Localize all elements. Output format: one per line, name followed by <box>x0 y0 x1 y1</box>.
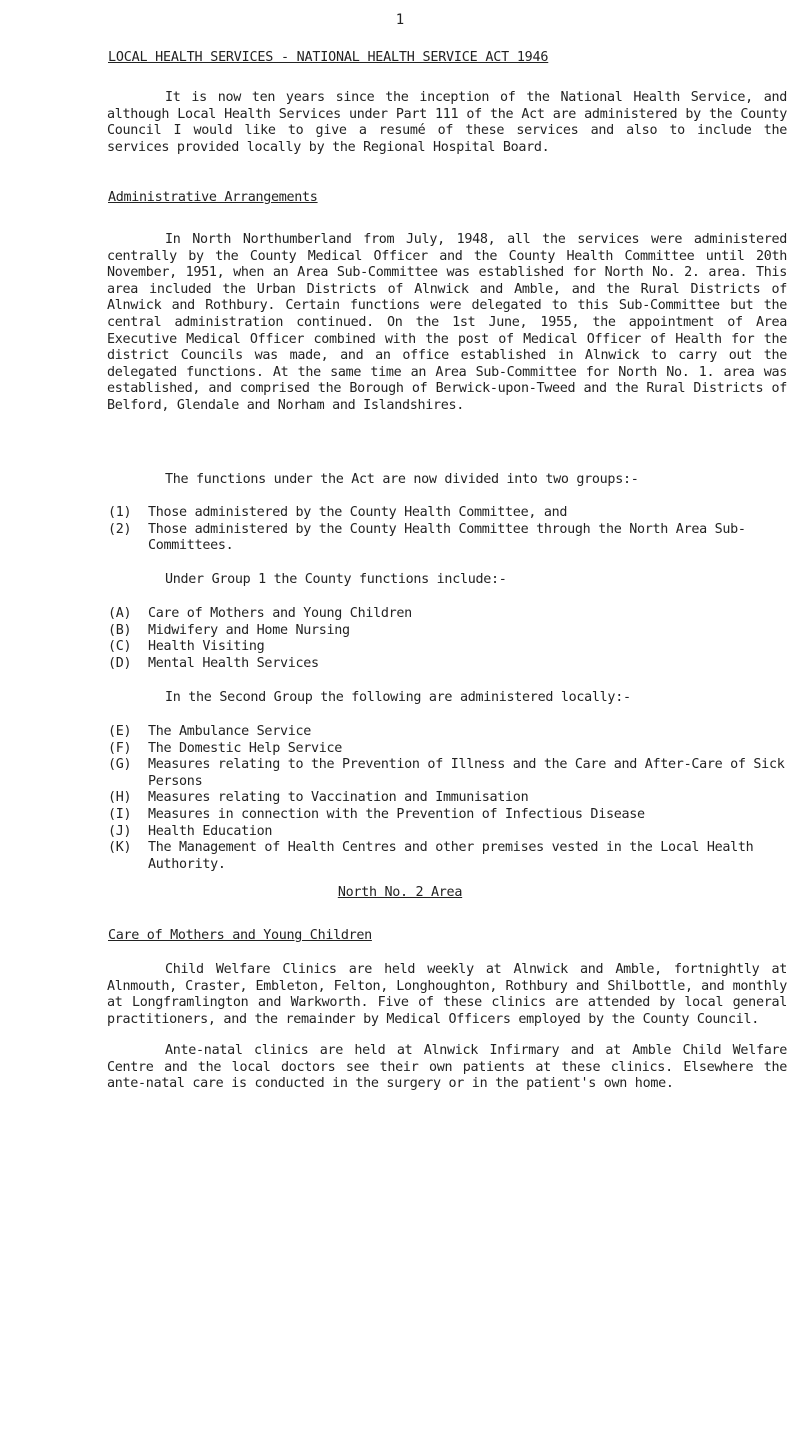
list-marker: (A) <box>108 606 132 621</box>
list-item-text: Measures in connection with the Prevention of Infectious Disease <box>148 806 645 822</box>
list-marker: (2) <box>108 521 132 537</box>
group1-list <box>108 606 788 672</box>
group2-intro-text: In the Second Group the following are administered locally:- <box>165 690 631 705</box>
list-marker: (E) <box>108 724 132 739</box>
antenatal-text: Ante-natal clinics are held at Alnwick Infirmary and at Amble Child Welfare Centre and the local doctors see their own patients at these clinics. Elsewhere the ante-natal care is conducted in the surgery or in the patient's own home. <box>107 1043 787 1092</box>
groups-intro <box>107 472 787 489</box>
list-item <box>108 840 788 873</box>
list-item-text: Measures relating to the Prevention of Illness and the Care and After-Care of Sick Persons <box>148 757 785 789</box>
list-item-text: The Ambulance Service <box>148 724 311 739</box>
group1-intro <box>107 572 787 589</box>
child-welfare-paragraph <box>107 962 787 1028</box>
admin-paragraph <box>107 232 787 415</box>
list-marker: (I) <box>108 806 132 822</box>
intro-paragraph <box>107 90 787 156</box>
group2-list <box>108 724 788 873</box>
child-welfare-text: Child Welfare Clinics are held weekly at Alnwick and Amble, fortnightly at Alnmouth, Craster, Embleton, Felton, Longhoughton, Rothbury and Shilbottle, and monthly at Longframlington and Warkworth. Five of these clinics are attended by local general practitioners, and the remainder by Medical Officers employed by the County Council. <box>107 962 787 1027</box>
group2-intro <box>107 690 787 707</box>
list-marker: (1) <box>108 505 132 520</box>
list-item-text: Midwifery and Home Nursing <box>148 622 350 638</box>
list-item <box>108 623 788 640</box>
list-item <box>108 741 788 758</box>
list-marker: (H) <box>108 790 132 806</box>
group1-intro-text: Under Group 1 the County functions include:- <box>165 572 507 587</box>
area-heading <box>0 885 800 902</box>
mothers-heading: Care of Mothers and Young Children <box>108 928 372 943</box>
list-item <box>108 639 788 656</box>
groups-intro-text: The functions under the Act are now divided into two groups:- <box>165 472 639 487</box>
list-marker: (K) <box>108 840 132 856</box>
list-item <box>108 807 788 824</box>
list-item <box>108 790 788 807</box>
list-item <box>108 656 788 673</box>
list-item-text: Mental Health Services <box>148 655 319 671</box>
intro-text: It is now ten years since the inception of the National Health Service, and although Local Health Services under Part 111 of the Act are administered by the County Council I would like to give a resumé of these services and also to include the services provided locally by the Regional Hospital Board. <box>107 90 787 155</box>
list-item-text: Those administered by the County Health Committee through the North Area Sub-Committees. <box>148 521 746 554</box>
list-marker: (D) <box>108 655 132 671</box>
page-number: 1 <box>395 12 405 28</box>
list-item <box>108 505 788 522</box>
list-item <box>108 757 788 790</box>
list-marker: (G) <box>108 757 132 773</box>
list-item <box>108 824 788 841</box>
groups-list <box>108 505 788 555</box>
admin-heading: Administrative Arrangements <box>108 190 318 205</box>
list-item-text: Health Visiting <box>148 639 265 655</box>
list-item-text: Care of Mothers and Young Children <box>148 606 412 621</box>
list-marker: (F) <box>108 740 132 756</box>
document-title: LOCAL HEALTH SERVICES - NATIONAL HEALTH SERVICE ACT 1946 <box>108 50 549 65</box>
list-marker: (C) <box>108 639 132 655</box>
list-item-text: The Domestic Help Service <box>148 740 343 756</box>
list-item-text: The Management of Health Centres and other premises vested in the Local Health Authority. <box>148 840 754 872</box>
list-item-text: Those administered by the County Health Committee, and <box>148 505 568 520</box>
list-item <box>108 522 788 555</box>
list-marker: (B) <box>108 622 132 638</box>
area-heading-text: North No. 2 Area <box>337 885 463 900</box>
list-item-text: Measures relating to Vaccination and Immunisation <box>148 790 529 806</box>
list-item <box>108 724 788 741</box>
list-item-text: Health Education <box>148 823 273 839</box>
list-marker: (J) <box>108 823 132 839</box>
list-item <box>108 606 788 623</box>
antenatal-paragraph <box>107 1043 787 1093</box>
admin-text: In North Northumberland from July, 1948, all the services were administered centrally by the County Medical Officer and the County Health Committee until 20th November, 1951, when an Area Sub-Committee was established for North No. 2. area. This area included the Urban Districts of Alnwick and Amble, and the Rural Districts of Alnwick and Rothbury. Certain functions were delegated to this Sub-Committee but the central administration continued. On the 1st June, 1955, the appointment of Area Executive Medical Officer combined with the post of Medical Officer of Health for the district Councils was made, and an office established in Alnwick to carry out the delegated functions. At the same time an Area Sub-Committee for North No. 1. area was established, and comprised the Borough of Berwick-upon-Tweed and the Rural Districts of Belford, Glendale and Norham and Islandshires. <box>107 232 787 413</box>
